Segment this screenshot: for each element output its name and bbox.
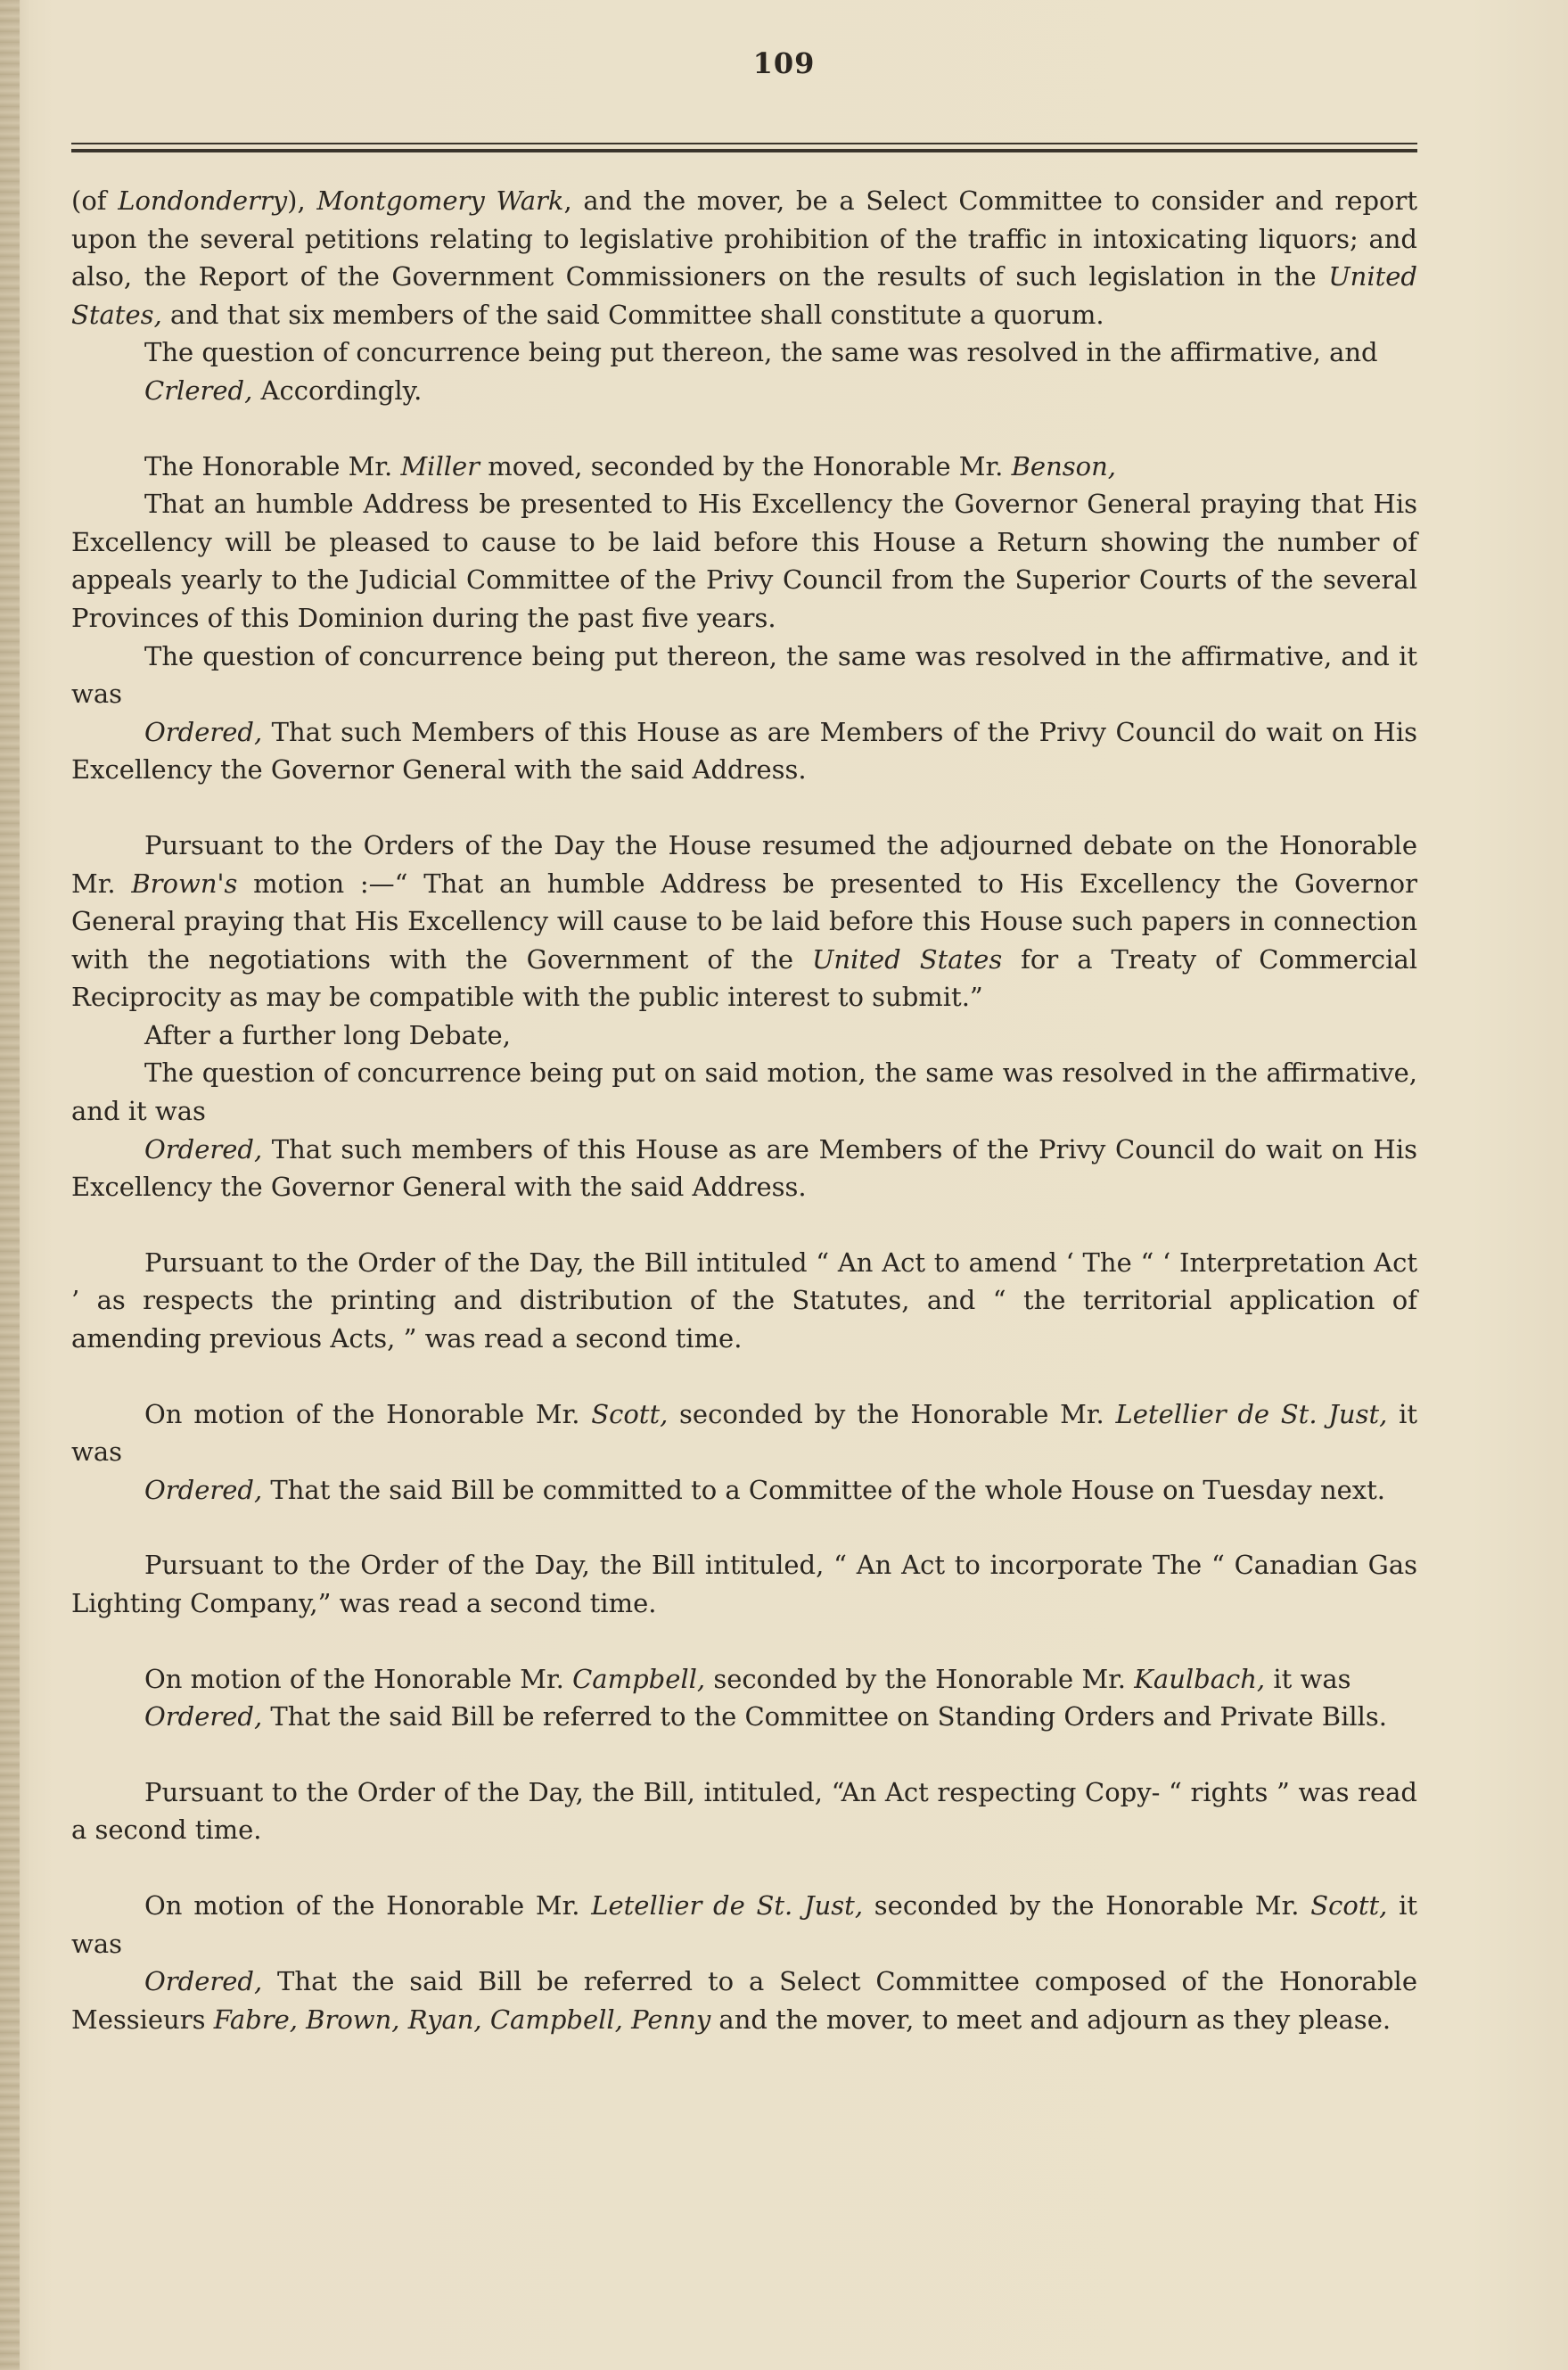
- paragraph: [71, 485, 1417, 637]
- text-run: On motion of the Honorable Mr.: [144, 1889, 592, 1921]
- text-run: motion :—“ That an humble Address be presented to His Excellency the Governor General praying that His Excellency will cause to be laid before this House such papers in connection with the negotiations with the Government of the: [71, 868, 1417, 975]
- italic-text: Scott,: [591, 1398, 669, 1429]
- italic-text: Ordered,: [144, 1133, 263, 1164]
- text-run: seconded by the Honorable Mr.: [705, 1663, 1135, 1694]
- italic-text: Letellier de St. Just,: [591, 1889, 864, 1921]
- text-run: On motion of the Honorable Mr.: [144, 1663, 573, 1694]
- text-run: (of: [71, 185, 119, 216]
- italic-text: Miller: [400, 450, 480, 481]
- paragraph: [71, 1660, 1417, 1699]
- text-run: ),: [287, 185, 317, 216]
- paragraph-gap: [71, 1358, 1417, 1395]
- paragraph: [71, 827, 1417, 1016]
- text-run: After a further long Debate,: [144, 1019, 511, 1050]
- paragraph: [71, 1698, 1417, 1736]
- italic-text: Montgomery Wark: [316, 185, 564, 216]
- paragraph: [71, 713, 1417, 789]
- header-rule-thin: [71, 143, 1417, 144]
- paragraph: [71, 638, 1417, 713]
- paragraph-gap: [71, 410, 1417, 448]
- italic-text: Ordered,: [144, 1474, 263, 1505]
- italic-text: Ordered,: [144, 1701, 263, 1732]
- page-number: 109: [752, 46, 816, 80]
- text-run: That such members of this House as are Members of the Privy Council do wait on His Excellency the Governor General with the said Address.: [71, 1133, 1417, 1203]
- paragraph-gap: [71, 789, 1417, 827]
- paragraph: [71, 1244, 1417, 1358]
- text-run: seconded by the Honorable Mr.: [668, 1398, 1116, 1429]
- italic-text: Ordered,: [144, 716, 263, 747]
- italic-text: Campbell,: [572, 1663, 706, 1694]
- text-run: That the said Bill be referred to the Committee on Standing Orders and Private Bills.: [262, 1701, 1388, 1732]
- italic-text: Ordered,: [144, 1966, 263, 1997]
- text-run: That the said Bill be committed to a Committee of the whole House on Tuesday next.: [262, 1474, 1386, 1505]
- text-run: Pursuant to the Orders of the Day the House resumed the adjourned debate on the Honorable Mr.: [71, 829, 1417, 899]
- text-run: The question of concurrence being put thereon, the same was resolved in the affirmative, and it was: [71, 640, 1417, 710]
- paragraph: [71, 1773, 1417, 1849]
- text-run: it was: [71, 1398, 1418, 1468]
- italic-text: Benson,: [1011, 450, 1117, 481]
- text-run: , and the mover, be a Select Committee to consider and report upon the several petitions relating to legislative prohibition of the traffic in intoxicating liquors; and also, the Report of the Government Commissioners on the results of such legislation in the: [71, 185, 1417, 292]
- italic-text: United States: [811, 943, 1003, 975]
- text-run: it was: [1265, 1663, 1351, 1694]
- paragraph: [71, 1395, 1417, 1471]
- paragraph: [71, 1887, 1417, 1963]
- text-run: That an humble Address be presented to His Excellency the Governor General praying that His Excellency will be pleased to cause to be laid before this House a Return showing the number of appeals yearly to the Judicial Committee of the Privy Council from the Superior Courts of the several Provinces of this Dominion during the past five years.: [71, 489, 1417, 633]
- text-run: seconded by the Honorable Mr.: [863, 1889, 1311, 1921]
- book-spine-shadow: [0, 0, 20, 2370]
- italic-text: Kaulbach,: [1134, 1663, 1266, 1694]
- italic-text: United States,: [71, 261, 1417, 330]
- italic-text: Scott,: [1310, 1889, 1388, 1921]
- paragraph: [71, 333, 1417, 372]
- paragraph: [71, 1963, 1417, 2038]
- paragraph: [71, 448, 1417, 486]
- paragraph: [71, 1546, 1417, 1622]
- text-run: That the said Bill be referred to a Select Committee composed of the Honorable Messieurs: [71, 1966, 1417, 2035]
- text-run: it was: [71, 1889, 1418, 1959]
- paragraph: [71, 1131, 1417, 1206]
- paragraph-gap: [71, 1206, 1417, 1244]
- text-run: Pursuant to the Order of the Day, the Bill, intituled, “An Act respecting Copy- “ rights ” was read a second time.: [71, 1776, 1417, 1846]
- text-run: The Honorable Mr.: [144, 450, 401, 481]
- text-run: and that six members of the said Committee shall constitute a quorum.: [161, 299, 1104, 330]
- italic-text: Fabre, Brown, Ryan, Campbell, Penny: [213, 2004, 711, 2035]
- paragraph-gap: [71, 1623, 1417, 1660]
- text-run: On motion of the Honorable Mr.: [144, 1398, 592, 1429]
- text-run: That such Members of this House as are Members of the Privy Council do wait on His Excellency the Governor General with the said Address.: [71, 716, 1417, 786]
- paragraph-gap: [71, 1736, 1417, 1773]
- text-run: Pursuant to the Order of the Day, the Bill intituled, “ An Act to incorporate The “ Canadian Gas Lighting Company,” was read a second time.: [71, 1550, 1417, 1618]
- paragraph-gap: [71, 1509, 1417, 1546]
- document-body: [71, 182, 1417, 2038]
- paragraph: [71, 1054, 1417, 1130]
- text-run: Pursuant to the Order of the Day, the Bill intituled “ An Act to amend ‘ The “ ‘ Interpretation Act ’ as respects the printing and distribution of the Statutes, and “ the territorial application of amending previous Acts, ” was read a second time.: [71, 1247, 1417, 1354]
- text-run: and the mover, to meet and adjourn as they please.: [710, 2004, 1391, 2035]
- paragraph: [71, 1471, 1417, 1510]
- header-rule-thick: [71, 149, 1417, 152]
- italic-text: Letellier de St. Just,: [1115, 1398, 1388, 1429]
- paragraph: [71, 182, 1417, 333]
- italic-text: Londonderry: [118, 185, 288, 216]
- text-run: Accordingly.: [252, 374, 423, 406]
- text-run: The question of concurrence being put on said motion, the same was resolved in the affirmative, and it was: [71, 1057, 1417, 1127]
- paragraph: [71, 1016, 1417, 1055]
- paragraph: [71, 372, 1417, 410]
- text-run: moved, seconded by the Honorable Mr.: [480, 450, 1012, 481]
- italic-text: Brown's: [131, 868, 238, 899]
- text-run: The question of concurrence being put thereon, the same was resolved in the affirmative, and: [144, 337, 1378, 368]
- paragraph-gap: [71, 1849, 1417, 1887]
- text-run: for a Treaty of Commercial Reciprocity as may be compatible with the public interest to submit.”: [71, 943, 1418, 1013]
- italic-text: Crlered,: [144, 374, 253, 406]
